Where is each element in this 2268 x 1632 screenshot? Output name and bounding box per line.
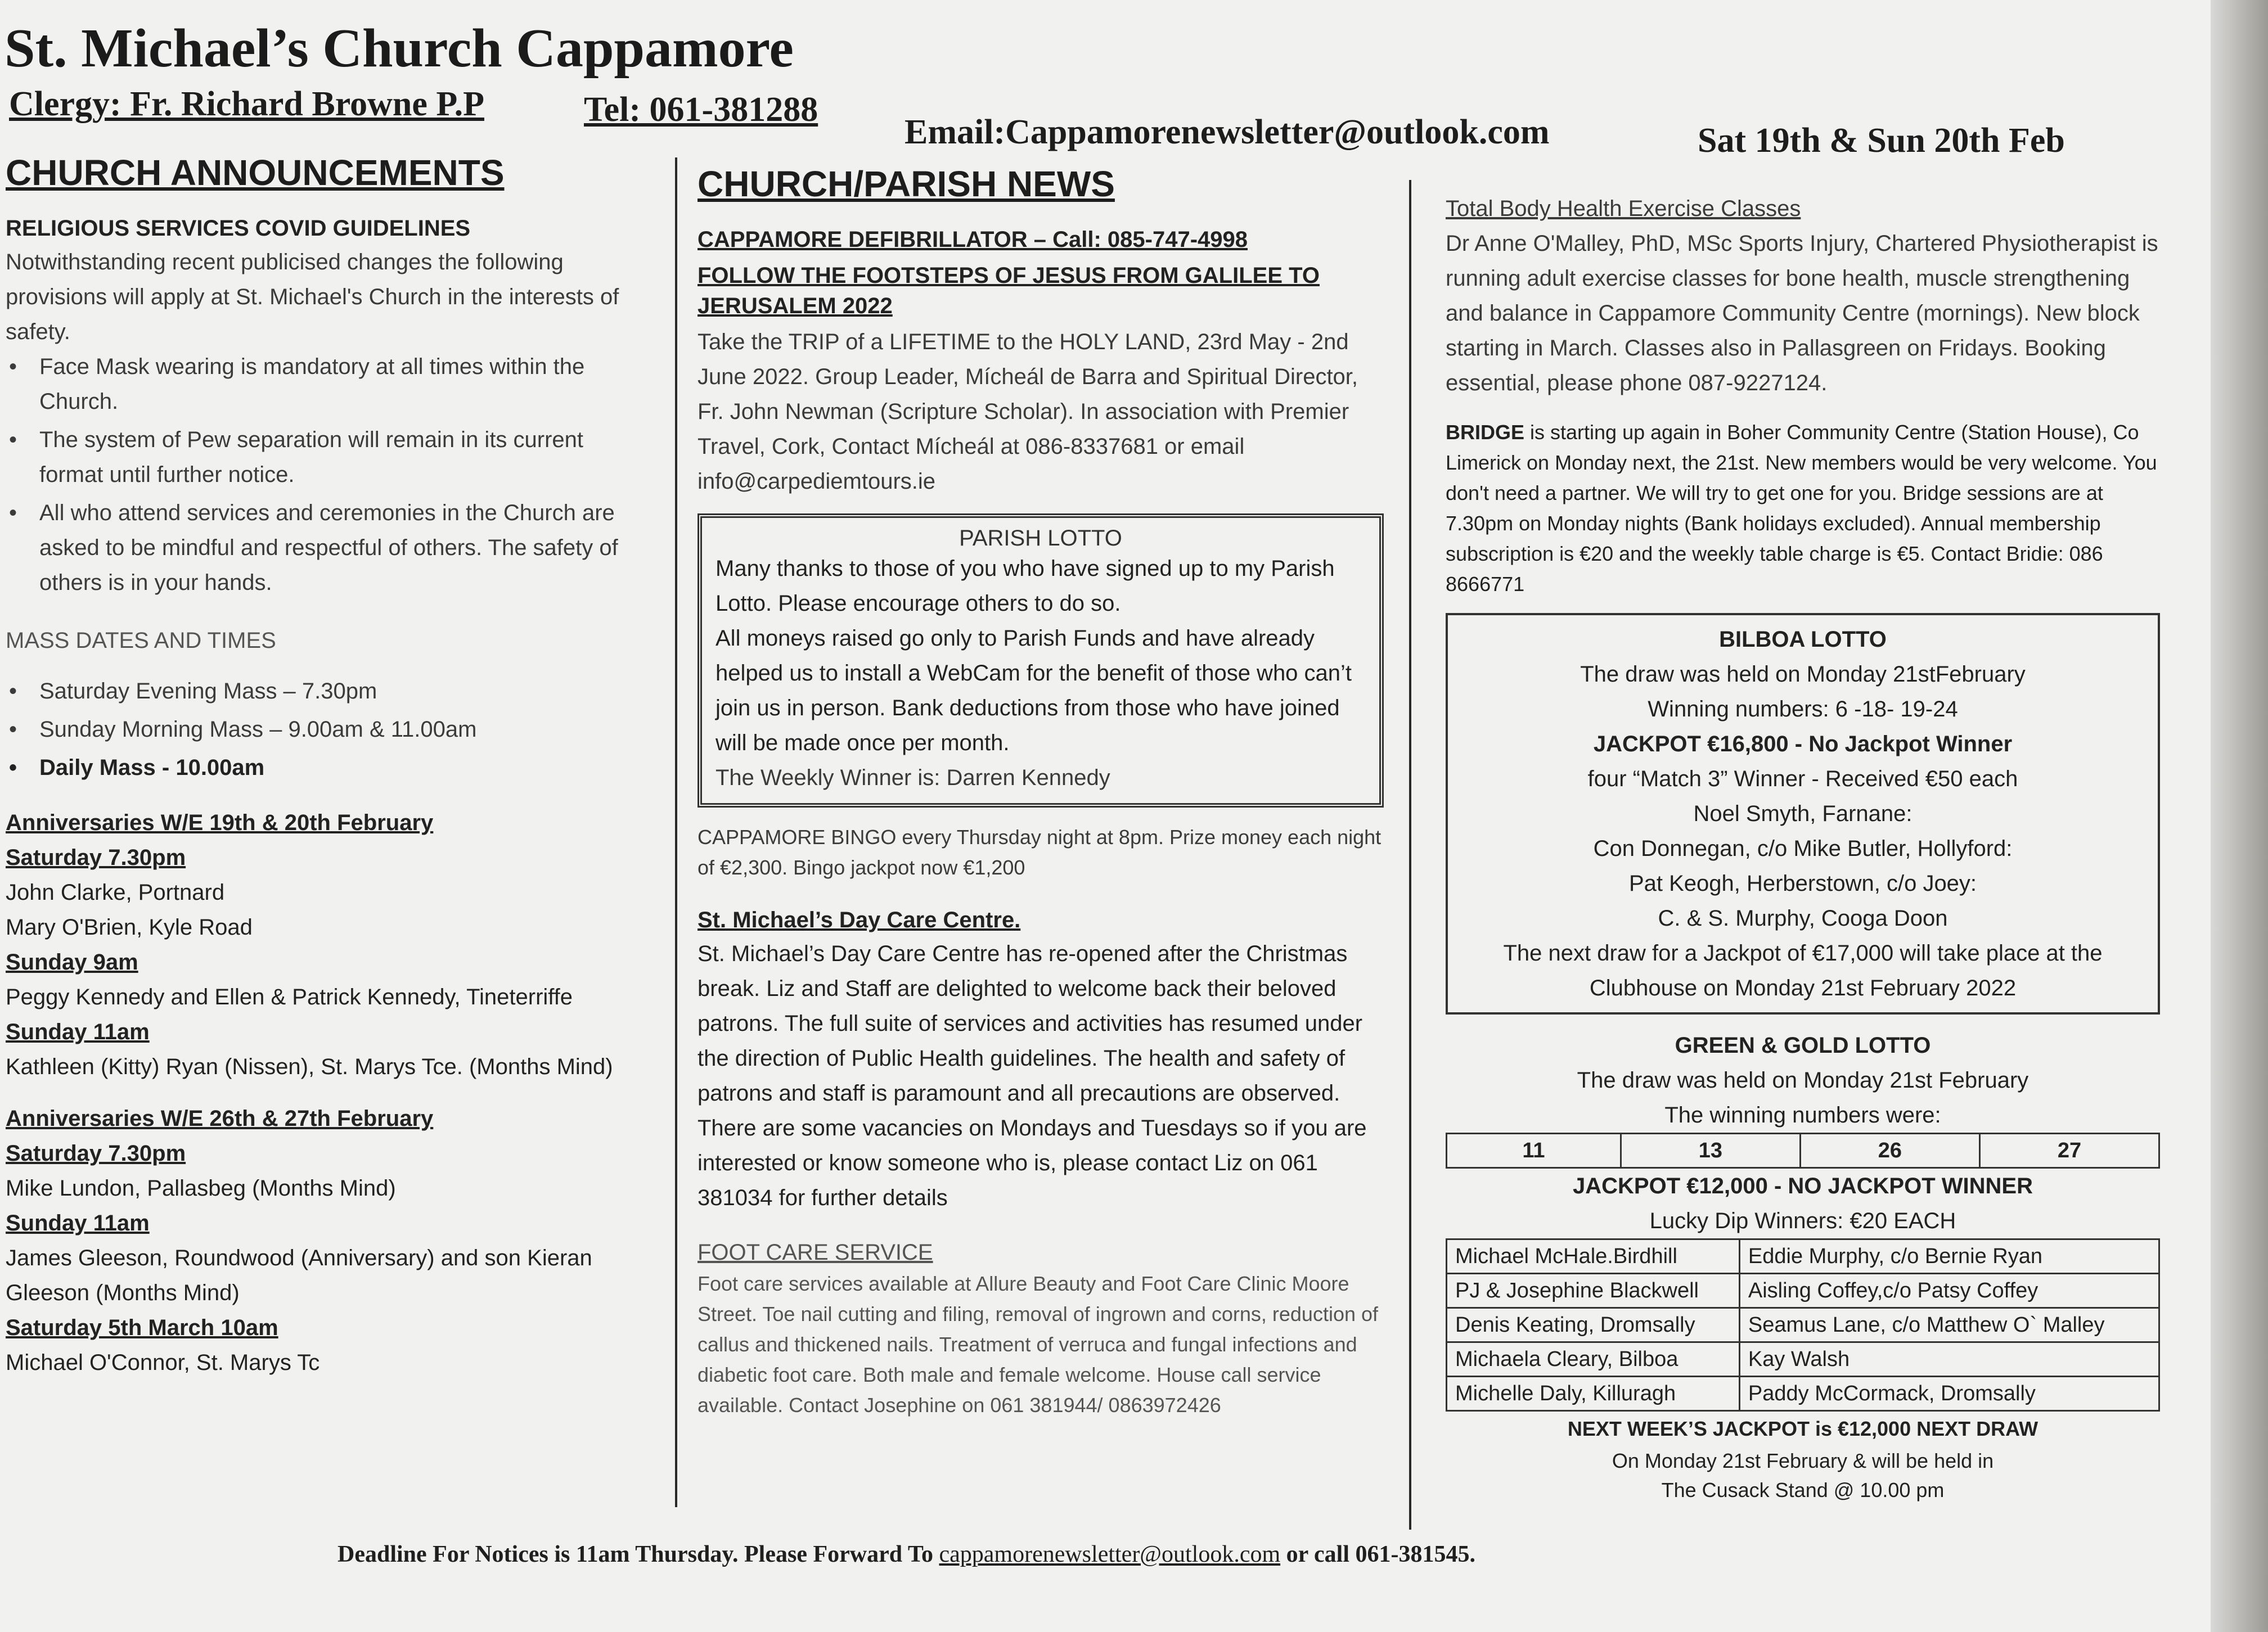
lucky-dip-table: [1446, 1238, 2160, 1412]
bilboa-jackpot: JACKPOT €16,800 - No Jackpot Winner: [1593, 732, 2013, 756]
table-cell: PJ & Josephine Blackwell: [1447, 1274, 1740, 1308]
holy-land-trip-title: FOLLOW THE FOOTSTEPS OF JESUS FROM GALILEE TO JERUSALEM 2022: [698, 263, 1320, 318]
bilboa-winner: Pat Keogh, Herberstown, c/o Joey:: [1628, 871, 1977, 896]
covid-point: • All who attend services and ceremonies in the Church are asked to be mindful and respectful of others. The safety of others is in your hands.: [6, 495, 652, 600]
anniversaries-title-1: Anniversaries W/E 19th & 20th February: [6, 810, 434, 835]
footer-text: Deadline For Notices is 11am Thursday. Please Forward To: [338, 1541, 939, 1567]
page-edge-shadow: [2211, 0, 2268, 1632]
table-row: [1447, 1274, 2159, 1308]
day-care-title: St. Michael’s Day Care Centre.: [698, 908, 1021, 932]
announcements-heading: CHURCH ANNOUNCEMENTS: [6, 152, 505, 193]
newsletter-title: St. Michael’s Church Cappamore: [4, 18, 794, 79]
anniversary-name: Mike Lundon, Pallasbeg (Months Mind): [6, 1176, 396, 1201]
anniversary-when: Sunday 11am: [6, 1020, 150, 1044]
bilboa-winner: Noel Smyth, Farnane:: [1693, 801, 1912, 826]
table-cell: Michaela Cleary, Bilboa: [1447, 1342, 1740, 1377]
table-row: [1447, 1342, 2159, 1377]
masthead: [4, 17, 2198, 174]
mass-times-title: MASS DATES AND TIMES: [6, 628, 276, 653]
foot-care-title: FOOT CARE SERVICE: [698, 1240, 933, 1265]
parish-lotto-winner: The Weekly Winner is: Darren Kennedy: [716, 765, 1110, 790]
anniversary-name: Peggy Kennedy and Ellen & Patrick Kennedy, Tineterriffe: [6, 985, 573, 1009]
parish-news-heading: CHURCH/PARISH NEWS: [698, 164, 1115, 204]
anniversary-name: James Gleeson, Roundwood (Anniversary) and son Kieran Gleeson (Months Mind): [6, 1246, 592, 1305]
bilboa-lotto-line: The draw was held on Monday 21stFebruary: [1580, 662, 2026, 687]
telephone: Tel: 061-381288: [584, 91, 818, 129]
anniversary-name: Kathleen (Kitty) Ryan (Nissen), St. Marys Tce. (Months Mind): [6, 1054, 613, 1079]
covid-guidelines-title: RELIGIOUS SERVICES COVID GUIDELINES: [6, 216, 471, 241]
table-cell: Seamus Lane, c/o Matthew O` Malley: [1739, 1308, 2159, 1342]
anniversaries-title-2: Anniversaries W/E 26th & 27th February: [6, 1106, 434, 1131]
clergy-line: Clergy: Fr. Richard Browne P.P: [9, 85, 484, 123]
anniversary-name: Mary O'Brien, Kyle Road: [6, 915, 253, 940]
column-divider-left: [675, 157, 677, 1507]
footer-deadline: [338, 1541, 2025, 1568]
anniversary-when: Saturday 7.30pm: [6, 1141, 186, 1166]
parish-lotto-thanks: Many thanks to those of you who have signed up to my Parish Lotto. Please encourage others to do so.: [716, 556, 1335, 616]
defibrillator-notice: CAPPAMORE DEFIBRILLATOR – Call: 085-747-4998: [698, 227, 1248, 252]
anniversary-when: Saturday 5th March 10am: [6, 1315, 278, 1340]
anniversary-when: Sunday 9am: [6, 950, 138, 975]
day-care-body: St. Michael’s Day Care Centre has re-opened after the Christmas break. Liz and Staff are delighted to welcome back their beloved patrons. The full suite of services and activities has resumed under the direction of Public Health guidelines. The health and safety of patrons and staff is paramount and all precautions are observed. There are some vacancies on Mondays and Tuesdays so if you are interested or know someone who is, please contact Liz on 061 381034 for further details: [698, 941, 1367, 1210]
green-gold-lotto: [1446, 1028, 2160, 1505]
winning-number: 27: [1979, 1134, 2159, 1168]
footer-tail: or call 061-381545.: [1280, 1541, 1475, 1567]
weekend-date: Sat 19th & Sun 20th Feb: [1698, 121, 2065, 160]
exercise-classes-title: Total Body Health Exercise Classes: [1446, 196, 1801, 221]
mass-time: • Saturday Evening Mass – 7.30pm: [6, 674, 652, 709]
bilboa-next-draw: The next draw for a Jackpot of €17,000 will take place at the Clubhouse on Monday 21st February 2022: [1503, 941, 2103, 1000]
table-cell: Aisling Coffey,c/o Patsy Coffey: [1739, 1274, 2159, 1308]
winning-number: 26: [1800, 1134, 1979, 1168]
column-local-news: [1446, 191, 2160, 1505]
anniversary-name: Michael O'Connor, St. Marys Tc: [6, 1350, 320, 1375]
table-row: [1447, 1377, 2159, 1411]
covid-point: • The system of Pew separation will remain in its current format until further notice.: [6, 422, 652, 492]
bilboa-winner: Con Donnegan, c/o Mike Butler, Hollyford:: [1593, 836, 2013, 861]
table-cell: Paddy McCormack, Dromsally: [1739, 1377, 2159, 1411]
bingo-notice: CAPPAMORE BINGO every Thursday night at 8pm. Prize money each night of €2,300. Bingo jackpot now €1,200: [698, 826, 1382, 879]
winning-numbers-table: [1446, 1133, 2160, 1169]
bilboa-match3: four “Match 3” Winner - Received €50 each: [1587, 767, 2018, 791]
table-cell: Eddie Murphy, c/o Bernie Ryan: [1739, 1239, 2159, 1274]
anniversary-name: John Clarke, Portnard: [6, 880, 225, 905]
table-cell: Michelle Daly, Killuragh: [1447, 1377, 1740, 1411]
bilboa-lotto-line: Winning numbers: 6 -18- 19-24: [1648, 697, 1958, 722]
anniversary-when: Saturday 7.30pm: [6, 845, 186, 870]
covid-intro: Notwithstanding recent publicised changes the following provisions will apply at St. Michael's Church in the interests of safety.: [6, 250, 619, 344]
table-cell: Kay Walsh: [1739, 1342, 2159, 1377]
green-gold-title: GREEN & GOLD LOTTO: [1675, 1033, 1931, 1058]
covid-point: • Face Mask wearing is mandatory at all times within the Church.: [6, 349, 652, 419]
green-gold-line: The draw was held on Monday 21st February: [1577, 1068, 2029, 1093]
next-week-jackpot: NEXT WEEK’S JACKPOT is €12,000 NEXT DRAW: [1567, 1417, 2038, 1440]
anniversary-when: Sunday 11am: [6, 1211, 150, 1236]
table-cell: Denis Keating, Dromsally: [1447, 1308, 1740, 1342]
mass-time: • Daily Mass - 10.00am: [6, 750, 652, 785]
winning-number: 13: [1621, 1134, 1800, 1168]
column-announcements: [6, 152, 652, 1380]
next-draw-line: The Cusack Stand @ 10.00 pm: [1661, 1478, 1945, 1502]
green-gold-line: The winning numbers were:: [1664, 1103, 1941, 1128]
footer-email-link[interactable]: cappamorenewsletter@outlook.com: [939, 1541, 1281, 1567]
lucky-dip-title: Lucky Dip Winners: €20 EACH: [1649, 1209, 1956, 1233]
column-divider-right: [1409, 180, 1411, 1530]
foot-care-body: Foot care services available at Allure Beauty and Foot Care Clinic Moore Street. Toe nail cutting and filing, removal of ingrown and corns, reduction of callus and thickened nails. Treatment of verruca and fungal infections and diabetic foot care. Both male and female welcome. House call service available. Contact Josephine on 061 381944/ 0863972426: [698, 1272, 1379, 1417]
winning-number: 11: [1447, 1134, 1621, 1168]
mass-time: • Sunday Morning Mass – 9.00am & 11.00am: [6, 712, 652, 747]
parish-lotto-funds: All moneys raised go only to Parish Funds and have already helped us to install a WebCam for the benefit of those who can’t join us in person. Bank deductions from those who have joined will be made once per month.: [716, 626, 1352, 755]
bridge-label: BRIDGE: [1446, 421, 1525, 444]
bridge-body: is starting up again in Boher Community Centre (Station House), Co Limerick on Monday next, the 21st. New members would be very welcome. You don't need a partner. We will try to get one for you. Bridge sessions are at 7.30pm on Monday nights (Bank holidays excluded). Annual membership subscription is €20 and the weekly table charge is €5. Contact Bridie: 086 8666771: [1446, 421, 2157, 596]
bilboa-lotto-title: BILBOA LOTTO: [1719, 627, 1887, 652]
parish-lotto-box: [698, 513, 1384, 808]
table-row: [1447, 1308, 2159, 1342]
exercise-classes-body: Dr Anne O'Malley, PhD, MSc Sports Injury, Chartered Physiotherapist is running adult exercise classes for bone health, muscle strengthening and balance in Cappamore Community Centre (mornings). New block starting in March. Classes also in Pallasgreen on Fridays. Booking essential, please phone 087-9227124.: [1446, 231, 2158, 395]
bridge-notice: [1446, 417, 2160, 599]
table-cell: Michael McHale.Birdhill: [1447, 1239, 1740, 1274]
parish-lotto-title: PARISH LOTTO: [959, 526, 1122, 551]
next-draw-line: On Monday 21st February & will be held in: [1612, 1449, 1994, 1472]
green-gold-jackpot: JACKPOT €12,000 - NO JACKPOT WINNER: [1573, 1174, 2033, 1198]
bilboa-lotto-box: [1446, 613, 2160, 1015]
email-address[interactable]: Email:Cappamorenewsletter@outlook.com: [904, 113, 1550, 151]
holy-land-trip-body: Take the TRIP of a LIFETIME to the HOLY LAND, 23rd May - 2nd June 2022. Group Leader, Mícheál de Barra and Spiritual Director, Fr. John Newman (Scripture Scholar). In association with Premier Travel, Cork, Contact Mícheál at 086-8337681 or email info@carpediemtours.ie: [698, 330, 1358, 494]
bilboa-winner: C. & S. Murphy, Cooga Doon: [1658, 906, 1948, 931]
table-row: [1447, 1239, 2159, 1274]
column-parish-news: [698, 163, 1384, 1421]
